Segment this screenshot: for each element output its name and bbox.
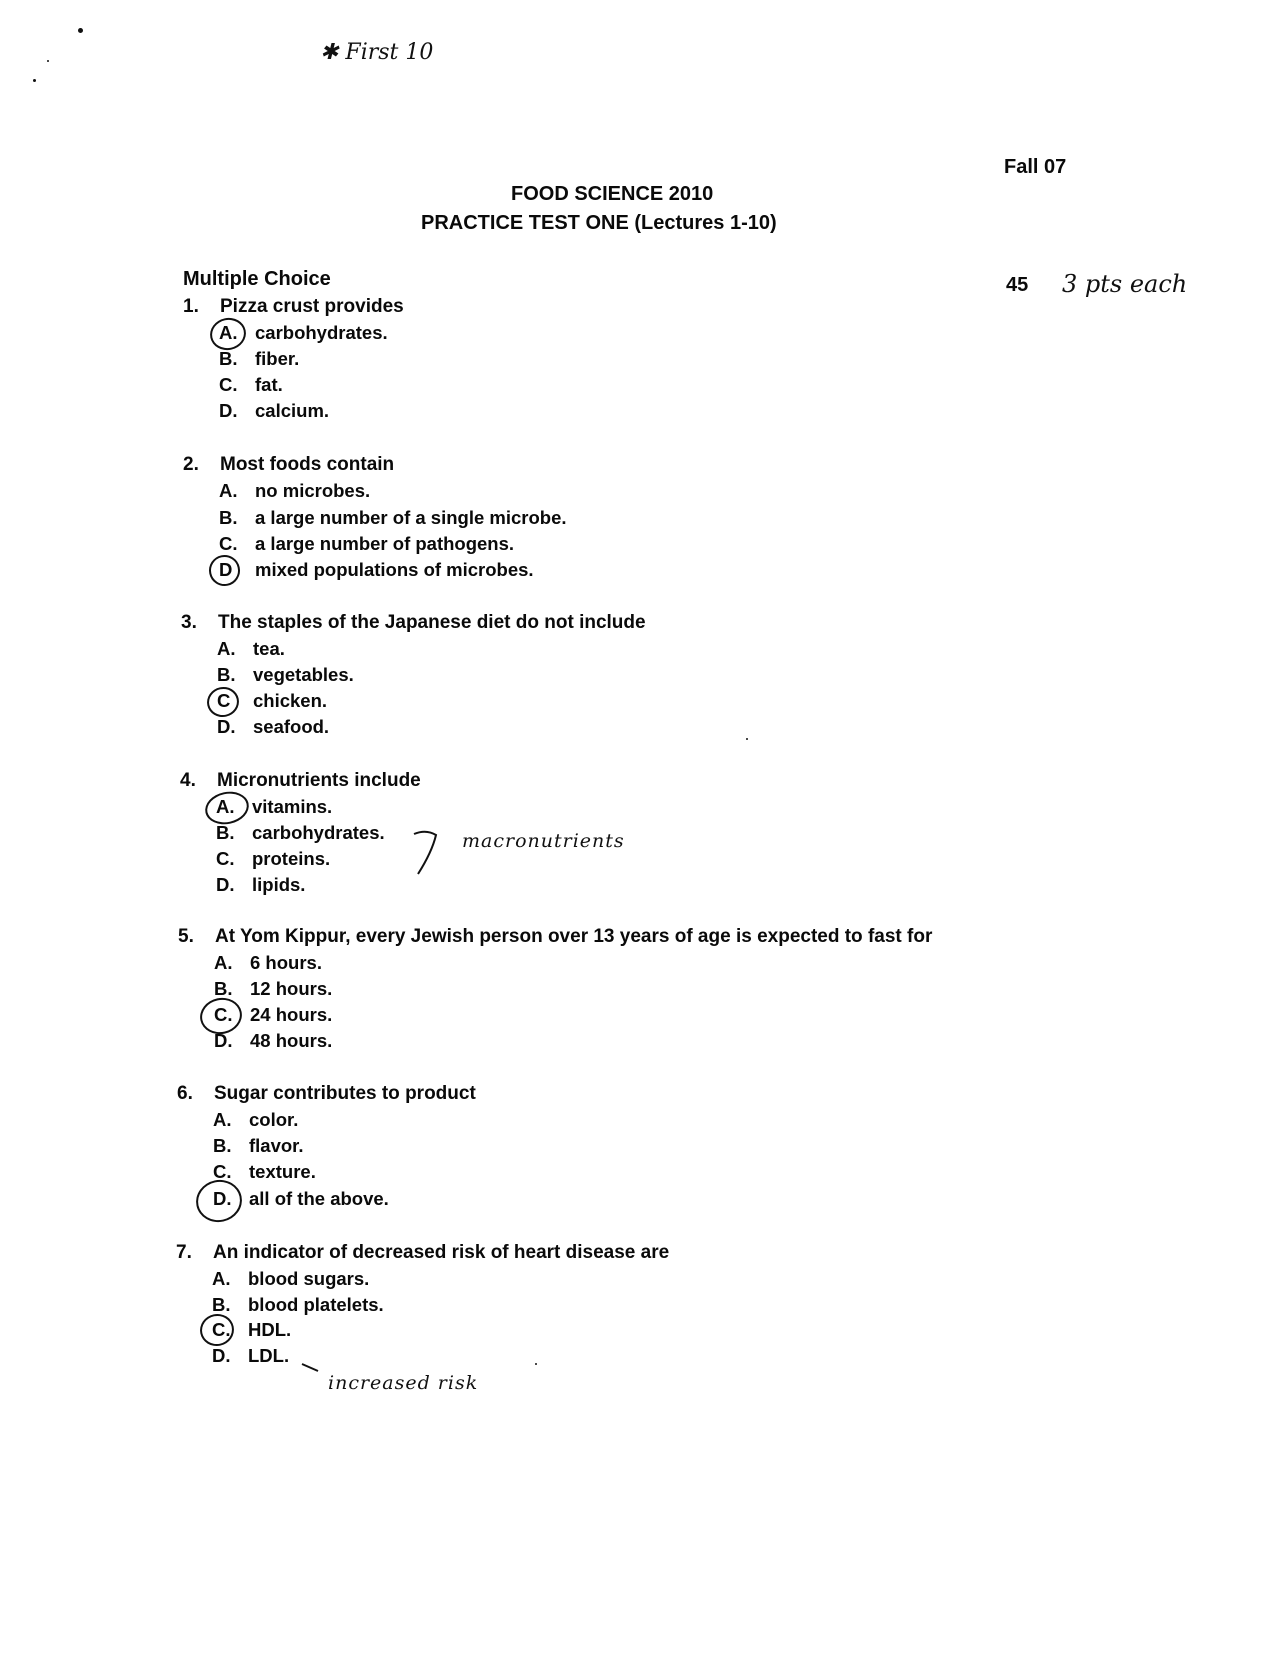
option-text: fat.	[255, 374, 283, 395]
question-2	[183, 454, 394, 476]
question-3	[181, 612, 646, 634]
option-text: fiber.	[255, 348, 300, 369]
handwritten-top-note: ✱ First 10	[320, 40, 434, 65]
question-text: At Yom Kippur, every Jewish person over 13 years of age is expected to fast for	[215, 926, 933, 947]
option-text: 48 hours.	[250, 1030, 333, 1051]
course-title: FOOD SCIENCE 2010	[511, 183, 714, 205]
option-letter: C.	[213, 1161, 232, 1182]
answer-circle	[192, 1176, 246, 1227]
option-letter: D.	[219, 400, 238, 421]
option-letter: B.	[217, 664, 236, 685]
q2-option-a	[219, 480, 370, 502]
scan-speck	[78, 28, 83, 33]
option-letter: A.	[219, 480, 238, 501]
question-number: 5.	[178, 926, 194, 947]
question-text: Most foods contain	[220, 454, 395, 475]
option-text: 12 hours.	[250, 978, 333, 999]
q4-option-b	[216, 822, 385, 844]
handwritten-points-note: 3 pts each	[1062, 270, 1188, 298]
option-text: a large number of pathogens.	[255, 533, 515, 554]
option-text: vitamins.	[252, 796, 333, 817]
option-letter: A.	[217, 638, 236, 659]
option-letter: A.	[212, 1268, 231, 1289]
option-letter: D.	[213, 1188, 232, 1209]
question-7	[176, 1242, 669, 1264]
option-letter: B.	[219, 507, 238, 528]
q2-option-c	[219, 533, 514, 555]
question-6	[177, 1083, 476, 1105]
q4-option-d	[216, 874, 305, 896]
option-text: carbohydrates.	[255, 322, 388, 343]
option-text: all of the above.	[249, 1188, 389, 1209]
question-text: Micronutrients include	[217, 770, 421, 791]
q3-option-a	[217, 638, 285, 660]
question-number: 2.	[183, 454, 199, 475]
option-text: HDL.	[248, 1319, 292, 1340]
option-letter: C.	[219, 533, 238, 554]
q7-option-d	[212, 1345, 289, 1367]
option-letter: A.	[219, 322, 238, 343]
handwritten-arrow-mark	[300, 1362, 322, 1374]
option-letter: A.	[216, 796, 235, 817]
test-title-line	[421, 212, 777, 235]
option-text: vegetables.	[253, 664, 354, 685]
option-letter: A.	[213, 1109, 232, 1130]
q6-option-a	[213, 1109, 298, 1131]
option-text: lipids.	[252, 874, 306, 895]
test-title: PRACTICE TEST ONE	[421, 212, 629, 234]
q1-option-b	[219, 348, 299, 370]
question-text: An indicator of decreased risk of heart disease are	[213, 1242, 670, 1263]
q3-option-d	[217, 716, 329, 738]
option-text: blood sugars.	[248, 1268, 370, 1289]
option-text: proteins.	[252, 848, 331, 869]
q5-option-d	[214, 1030, 332, 1052]
option-letter: C.	[212, 1319, 231, 1340]
question-number: 7.	[176, 1242, 192, 1263]
option-letter: B.	[214, 978, 233, 999]
option-text: 6 hours.	[250, 952, 322, 973]
question-text: Sugar contributes to product	[214, 1083, 476, 1104]
q2-option-d	[219, 559, 534, 581]
option-text: color.	[249, 1109, 299, 1130]
option-letter: D.	[217, 716, 236, 737]
question-number: 4.	[180, 770, 196, 791]
q7-option-a	[212, 1268, 369, 1290]
option-letter: C.	[214, 1004, 233, 1025]
question-number: 6.	[177, 1083, 193, 1104]
option-text: carbohydrates.	[252, 822, 385, 843]
q1-option-d	[219, 400, 329, 422]
answer-circle	[197, 1311, 237, 1349]
option-letter: D.	[216, 874, 235, 895]
section-points: 45	[1006, 274, 1029, 296]
option-letter: A.	[214, 952, 233, 973]
option-letter: D	[219, 559, 233, 580]
option-text: LDL.	[248, 1345, 290, 1366]
question-5	[178, 926, 932, 948]
q1-option-c	[219, 374, 283, 396]
q3-option-b	[217, 664, 354, 686]
question-number: 3.	[181, 612, 197, 633]
handwritten-brace-mark	[410, 826, 450, 880]
test-scope: (Lectures 1-10)	[634, 212, 777, 234]
q4-option-c	[216, 848, 330, 870]
option-letter: C.	[219, 374, 238, 395]
option-text: 24 hours.	[250, 1004, 333, 1025]
scan-speck	[535, 1363, 537, 1365]
option-text: blood platelets.	[248, 1294, 384, 1315]
question-1	[183, 296, 404, 318]
option-text: flavor.	[249, 1135, 304, 1156]
option-letter: D.	[214, 1030, 233, 1051]
q7-option-b	[212, 1294, 384, 1316]
q5-option-b	[214, 978, 332, 1000]
section-heading: Multiple Choice	[183, 268, 331, 290]
q6-option-b	[213, 1135, 304, 1157]
option-letter: D.	[212, 1345, 231, 1366]
option-text: texture.	[249, 1161, 316, 1182]
option-letter: B.	[212, 1294, 231, 1315]
question-text: The staples of the Japanese diet do not include	[218, 612, 646, 633]
question-text: Pizza crust provides	[220, 296, 404, 317]
option-letter: B.	[213, 1135, 232, 1156]
option-text: no microbes.	[255, 480, 371, 501]
q6-option-c	[213, 1161, 316, 1183]
option-letter: C.	[216, 848, 235, 869]
scan-speck	[47, 60, 49, 62]
question-number: 1.	[183, 296, 199, 317]
option-text: tea.	[253, 638, 285, 659]
option-text: calcium.	[255, 400, 330, 421]
option-letter: B.	[219, 348, 238, 369]
q5-option-a	[214, 952, 322, 974]
option-text: chicken.	[253, 690, 328, 711]
scan-speck	[746, 738, 748, 740]
option-text: mixed populations of microbes.	[255, 559, 534, 580]
handwritten-macronutrients-note: macronutrients	[462, 830, 625, 852]
option-letter: B.	[216, 822, 235, 843]
answer-circle	[206, 552, 243, 589]
option-text: seafood.	[253, 716, 330, 737]
q2-option-b	[219, 507, 567, 529]
question-4	[180, 770, 421, 792]
option-text: a large number of a single microbe.	[255, 507, 567, 528]
scan-speck	[33, 79, 36, 82]
option-letter: C	[217, 690, 231, 711]
handwritten-increased-risk-note: increased risk	[328, 1372, 479, 1394]
term-label: Fall 07	[1004, 156, 1067, 178]
